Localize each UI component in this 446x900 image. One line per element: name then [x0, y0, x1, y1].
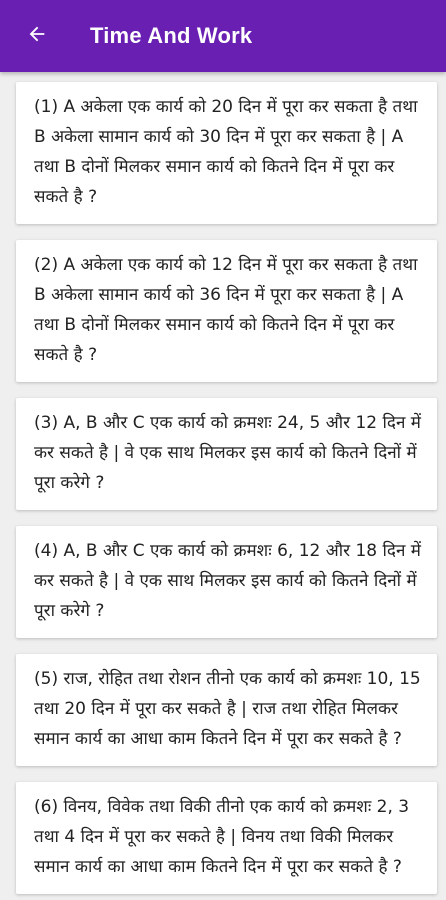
question-text: (6) विनय, विवेक तथा विकी तीनो एक कार्य को क्रमशः 2, 3 तथा 4 दिन में पूरा कर सकते है | विनय तथा विकी मिलकर समान कार्य का आधा काम कितने दिन में पूरा कर सकते है ?: [34, 797, 410, 877]
app-bar: [0, 0, 446, 72]
arrow-left-icon: [26, 23, 48, 49]
question-card-3[interactable]: [16, 398, 437, 510]
page-title: Time And Work: [90, 23, 253, 48]
question-text: (2) A अकेला एक कार्य को 12 दिन में पूरा कर सकता है तथा B अकेला सामान कार्य को 36 दिन में पूरा कर सकता है | A तथा B दोनों मिलकर समान कार्य को कितने दिन में पूरा कर सकते है ?: [34, 255, 418, 365]
question-text: (5) राज, रोहित तथा रोशन तीनो एक कार्य को क्रमशः 10, 15 तथा 20 दिन में पूरा कर सकते है | राज तथा रोहित मिलकर समान कार्य का आधा काम कितने दिन में पूरा कर सकते है ?: [34, 669, 421, 749]
question-card-6[interactable]: [16, 782, 437, 894]
question-card-5[interactable]: [16, 654, 437, 766]
question-text: (4) A, B और C एक कार्य को क्रमशः 6, 12 और 18 दिन में कर सकते है | वे एक साथ मिलकर इस कार्य को कितने दिनों में पूरा करेगे ?: [34, 541, 421, 621]
question-card-4[interactable]: [16, 526, 437, 638]
question-card-1[interactable]: [16, 82, 437, 224]
question-card-2[interactable]: [16, 240, 437, 382]
back-button[interactable]: [22, 21, 52, 51]
question-list: [0, 72, 446, 894]
question-text: (3) A, B और C एक कार्य को क्रमशः 24, 5 और 12 दिन में कर सकते है | वे एक साथ मिलकर इस कार्य को कितने दिनों में पूरा करेगे ?: [34, 413, 421, 493]
question-text: (1) A अकेला एक कार्य को 20 दिन में पूरा कर सकता है तथा B अकेला सामान कार्य को 30 दिन में पूरा कर सकता है | A तथा B दोनों मिलकर समान कार्य को कितने दिन में पूरा कर सकते है ?: [34, 97, 418, 207]
